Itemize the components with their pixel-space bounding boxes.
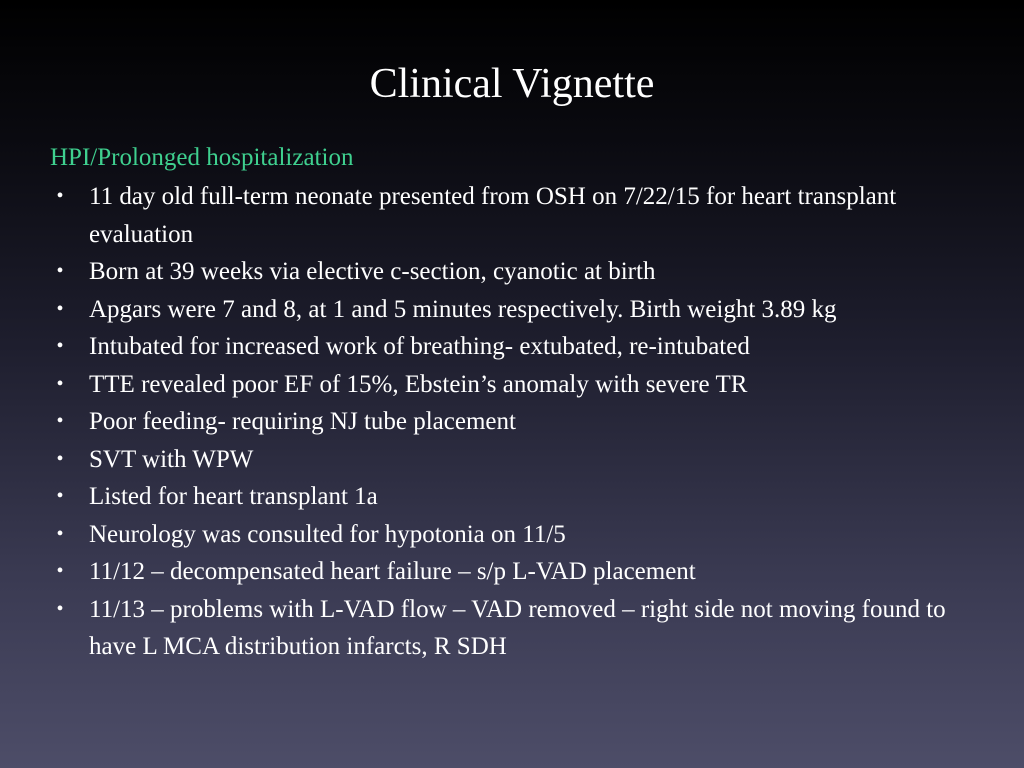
bullet-dot-icon: • (56, 410, 64, 432)
bullet-item (50, 478, 970, 516)
bullet-dot-icon: • (56, 485, 64, 507)
bullet-dot-icon: • (56, 522, 64, 545)
bullet-text: Apgars were 7 and 8, at 1 and 5 minutes respectively. Birth weight 3.89 kg (89, 295, 837, 323)
section-subheading: HPI/Prolonged hospitalization (50, 144, 354, 171)
bullet-text: Neurology was consulted for hypotonia on 11/5 (89, 520, 566, 548)
bullet-item (50, 253, 970, 291)
bullet-dot-icon: • (56, 335, 64, 357)
bullet-item (50, 441, 970, 479)
bullet-text: TTE revealed poor EF of 15%, Ebstein’s anomaly with severe TR (89, 370, 748, 398)
bullet-item (50, 591, 970, 666)
bullet-dot-icon: • (56, 260, 64, 282)
bullet-text: 11/12 – decompensated heart failure – s/p L-VAD placement (89, 558, 696, 585)
bullet-text: 11 day old full-term neonate presented from OSH on 7/22/15 for heart transplant evaluation (89, 183, 897, 248)
bullet-list (50, 178, 970, 666)
bullet-dot-icon: • (56, 560, 64, 582)
bullet-item (50, 366, 970, 404)
bullet-dot-icon: • (56, 185, 64, 207)
bullet-item (50, 516, 970, 554)
bullet-dot-icon: • (56, 447, 64, 470)
bullet-dot-icon: • (56, 297, 64, 320)
bullet-text: 11/13 – problems with L-VAD flow – VAD removed – right side not moving found to have L MCA distribution infarcts, R SDH (89, 595, 946, 660)
bullet-text: Listed for heart transplant 1a (89, 483, 378, 510)
bullet-text: SVT with WPW (89, 445, 254, 473)
bullet-text: Intubated for increased work of breathing- extubated, re-intubated (89, 333, 750, 360)
bullet-item (50, 553, 970, 591)
bullet-text: Poor feeding- requiring NJ tube placement (89, 408, 516, 435)
bullet-item (50, 403, 970, 441)
bullet-dot-icon: • (56, 597, 64, 620)
bullet-item (50, 328, 970, 366)
bullet-item (50, 178, 970, 253)
bullet-dot-icon: • (56, 372, 64, 395)
bullet-item (50, 291, 970, 329)
bullet-text: Born at 39 weeks via elective c-section, cyanotic at birth (89, 258, 656, 285)
slide-title: Clinical Vignette (369, 61, 655, 107)
